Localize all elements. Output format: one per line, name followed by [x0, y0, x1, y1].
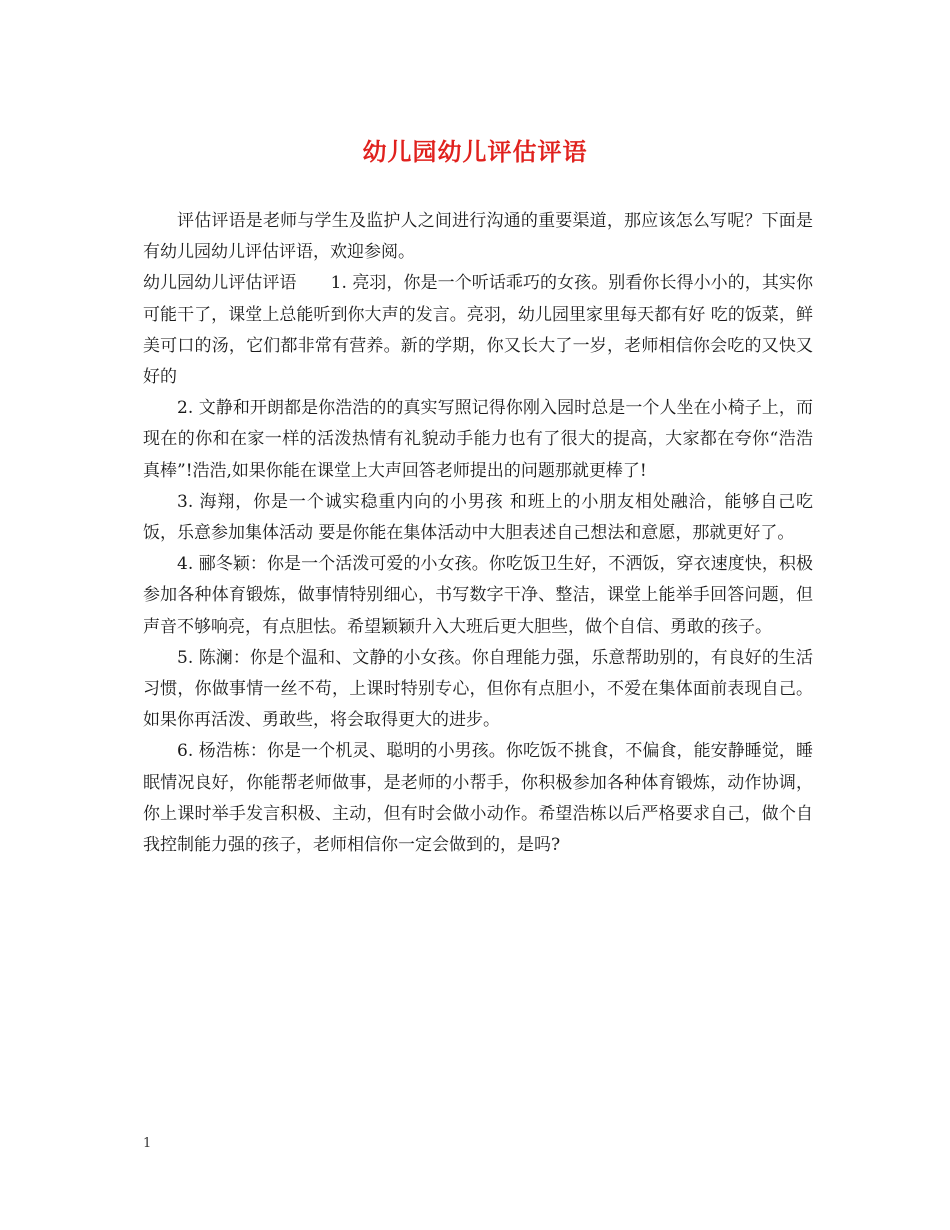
comment-paragraph-3: 3. 海翔，你是一个诚实稳重内向的小男孩 和班上的小朋友相处融洽，能够自己吃饭，乐意参加集体活动 要是你能在集体活动中大胆表述自己想法和意愿，那就更好了。 [143, 491, 813, 544]
document-title: 幼儿园幼儿评估评语 [362, 137, 588, 166]
page-number: 1 [143, 1136, 152, 1151]
document-body [143, 206, 813, 861]
comment-paragraph-4: 4. 郦冬颖：你是一个活泼可爱的小女孩。你吃饭卫生好，不洒饭，穿衣速度快，积极参加各种体育锻炼，做事情特别细心，书写数字干净、整洁，课堂上能举手回答问题，但声音不够响亮，有点胆怯。希望颖颖升入大班后更大胆些，做个自信、勇敢的孩子。 [143, 554, 813, 637]
comment-paragraph-1: 幼儿园幼儿评估评语 1. 亮羽，你是一个听话乖巧的女孩。别看你长得小小的，其实你可能干了，课堂上总能听到你大声的发言。亮羽，幼儿园里家里每天都有好 吃的饭菜，鲜美可口的汤，它们都非常有营养。新的学期，你又长大了一岁，老师相信你会吃的又快又好的 [143, 273, 813, 388]
comment-paragraph-2: 2. 文静和开朗都是你浩浩的的真实写照记得你刚入园时总是一个人坐在小椅子上，而现在的你和在家一样的活泼热情有礼貌动手能力也有了很大的提高，大家都在夸你“浩浩真棒”!浩浩,如果你能在课堂上大声回答老师提出的问题那就更棒了! [143, 398, 813, 481]
intro-paragraph: 评估评语是老师与学生及监护人之间进行沟通的重要渠道，那应该怎么写呢？下面是有幼儿园幼儿评估评语，欢迎参阅。 [143, 211, 813, 263]
comment-paragraph-6: 6. 杨浩栋：你是一个机灵、聪明的小男孩。你吃饭不挑食，不偏食，能安静睡觉，睡眠情况良好，你能帮老师做事，是老师的小帮手，你积极参加各种体育锻炼，动作协调，你上课时举手发言积极、主动，但有时会做小动作。希望浩栋以后严格要求自己，做个自我控制能力强的孩子，老师相信你一定会做到的，是吗? [143, 741, 813, 856]
comment-paragraph-5: 5. 陈澜：你是个温和、文静的小女孩。你自理能力强，乐意帮助别的，有良好的生活习惯，你做事情一丝不苟，上课时特别专心，但你有点胆小，不爱在集体面前表现自己。如果你再活泼、勇敢些，将会取得更大的进步。 [143, 647, 813, 731]
